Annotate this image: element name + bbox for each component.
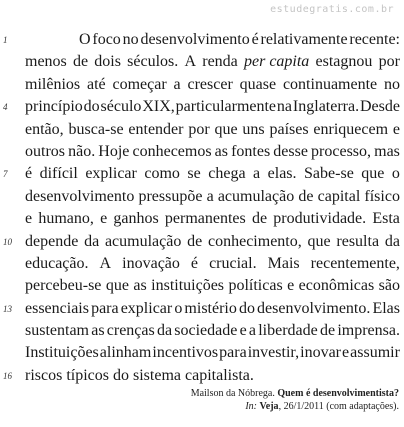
word: Sabe-se bbox=[304, 165, 354, 183]
word: é bbox=[25, 165, 33, 183]
word: da bbox=[384, 232, 400, 250]
word: capitalista. bbox=[185, 366, 254, 384]
word: econômicas bbox=[298, 277, 375, 295]
text-line bbox=[3, 298, 400, 320]
word: políticas bbox=[228, 277, 283, 295]
text-line bbox=[25, 119, 400, 141]
word: inovação bbox=[122, 254, 180, 272]
word: e bbox=[25, 210, 33, 228]
word: Inglaterra. bbox=[292, 98, 360, 116]
word: essenciais bbox=[25, 299, 89, 317]
word: pressupõe bbox=[138, 187, 203, 205]
word: do bbox=[238, 299, 255, 317]
word: menos bbox=[25, 53, 67, 71]
word: Hoje bbox=[98, 142, 130, 160]
word: são bbox=[378, 277, 400, 295]
word: de bbox=[187, 232, 203, 250]
word: crescer bbox=[187, 75, 233, 93]
word: mistério bbox=[184, 299, 237, 317]
word: percebeu-se bbox=[25, 277, 102, 295]
word: Instituições bbox=[25, 344, 99, 362]
word: conhecimento, bbox=[208, 232, 302, 250]
word: que bbox=[214, 120, 238, 138]
word: explicar bbox=[85, 165, 137, 183]
source-publication-line bbox=[191, 400, 399, 413]
word: mas bbox=[374, 142, 400, 160]
word: produtividade. bbox=[273, 210, 367, 228]
source-in-label: In: bbox=[245, 401, 257, 412]
word: de bbox=[319, 322, 336, 340]
text-line bbox=[25, 275, 400, 297]
line-number: 4 bbox=[3, 102, 8, 113]
word: não. bbox=[68, 142, 96, 160]
word: depende bbox=[25, 232, 79, 250]
word: sustentam bbox=[25, 322, 89, 340]
word: no bbox=[122, 31, 139, 48]
word: processo, bbox=[311, 142, 372, 160]
word: incentivos bbox=[152, 344, 219, 362]
word: capital bbox=[317, 187, 361, 205]
word: particularmente bbox=[175, 98, 277, 116]
word: da bbox=[156, 322, 173, 340]
word: por bbox=[188, 120, 210, 138]
word: países bbox=[269, 120, 309, 138]
word: educação. bbox=[25, 254, 89, 272]
word: milênios bbox=[25, 75, 81, 93]
text-line bbox=[3, 163, 400, 185]
word: Elas bbox=[372, 299, 400, 317]
word: então, bbox=[25, 120, 64, 138]
word: a bbox=[253, 165, 261, 183]
word: as bbox=[214, 142, 228, 160]
word: foco bbox=[92, 31, 121, 48]
word: séculos. bbox=[127, 53, 179, 71]
word: na bbox=[276, 98, 293, 116]
text-line bbox=[3, 231, 400, 253]
word: é bbox=[190, 254, 199, 272]
word: é bbox=[251, 31, 259, 48]
word: O bbox=[79, 31, 91, 48]
word: per capita bbox=[243, 53, 310, 71]
word: instituições bbox=[151, 277, 225, 295]
word: que bbox=[105, 277, 129, 295]
text-line bbox=[25, 342, 400, 364]
word: inovar bbox=[300, 344, 341, 362]
word: enriquecem bbox=[313, 120, 389, 138]
source-title: Quem é desenvolvimentista? bbox=[277, 388, 399, 399]
word: até bbox=[86, 75, 106, 93]
line-number: 13 bbox=[3, 303, 12, 314]
word: da bbox=[84, 232, 100, 250]
word: e bbox=[392, 120, 400, 138]
line-number: 16 bbox=[3, 370, 12, 381]
word: desse bbox=[273, 142, 308, 160]
word: continuamente bbox=[282, 75, 378, 93]
word: outros bbox=[25, 142, 65, 160]
word: uns bbox=[242, 120, 265, 138]
word: liberdade bbox=[258, 322, 318, 340]
word: assumir bbox=[350, 344, 400, 362]
word: típicos bbox=[66, 366, 109, 384]
word: que bbox=[307, 232, 331, 250]
text-line bbox=[3, 96, 400, 118]
source-magazine: Veja bbox=[259, 401, 279, 412]
word: crenças bbox=[106, 322, 155, 340]
source-citation bbox=[191, 387, 399, 413]
word: século bbox=[100, 98, 142, 116]
word: sociedade bbox=[174, 322, 238, 340]
text-line bbox=[25, 141, 400, 163]
word: desenvolvimento bbox=[140, 31, 250, 48]
text-line bbox=[3, 365, 400, 387]
word: as bbox=[133, 277, 147, 295]
word: o bbox=[391, 165, 400, 183]
word: as bbox=[91, 322, 105, 340]
word: riscos bbox=[25, 366, 63, 384]
word: de bbox=[298, 187, 314, 205]
word: relativamente bbox=[260, 31, 348, 48]
word: a bbox=[248, 322, 257, 340]
source-details: , 26/1/2011 (com adaptações). bbox=[278, 401, 399, 412]
word: o bbox=[174, 299, 183, 317]
word: sistema bbox=[133, 366, 181, 384]
text-line bbox=[25, 208, 400, 230]
line-number: 10 bbox=[3, 236, 12, 247]
word: e bbox=[342, 344, 350, 362]
word: acumulação bbox=[104, 232, 182, 250]
word: ganhos bbox=[113, 210, 159, 228]
word: chega bbox=[208, 165, 246, 183]
line-number: 1 bbox=[3, 35, 8, 45]
word: busca-se bbox=[68, 120, 124, 138]
word: alinham bbox=[99, 344, 152, 362]
word: que bbox=[361, 165, 385, 183]
word: A bbox=[184, 53, 197, 71]
word: Mais bbox=[267, 254, 300, 272]
word: difícil bbox=[39, 165, 78, 183]
text-line bbox=[25, 186, 400, 208]
word: e bbox=[287, 277, 295, 295]
word: desenvolvimento bbox=[25, 187, 135, 205]
word: entender bbox=[128, 120, 184, 138]
word: explicar bbox=[120, 299, 173, 317]
word: Desde bbox=[360, 98, 400, 116]
source-author-line bbox=[191, 387, 399, 400]
word: princípio bbox=[25, 98, 83, 116]
word: elas. bbox=[267, 165, 297, 183]
word: recente: bbox=[349, 31, 400, 48]
word: recentemente, bbox=[310, 254, 400, 272]
word: renda bbox=[202, 53, 238, 71]
word: imprensa. bbox=[337, 322, 400, 340]
word: permanentes bbox=[164, 210, 246, 228]
word: fontes bbox=[231, 142, 271, 160]
word: XIX, bbox=[142, 98, 175, 116]
word: por bbox=[378, 53, 400, 71]
word: dois bbox=[94, 53, 121, 71]
word: e bbox=[239, 322, 247, 340]
word: e bbox=[100, 210, 108, 228]
word: quase bbox=[239, 75, 277, 93]
line-number: 7 bbox=[3, 169, 8, 180]
word: físico bbox=[364, 187, 400, 205]
word: de bbox=[251, 210, 268, 228]
word: no bbox=[384, 75, 400, 93]
word: conhecemos bbox=[132, 142, 212, 160]
word: para bbox=[219, 344, 247, 362]
passage-text bbox=[3, 29, 400, 387]
word: para bbox=[91, 299, 119, 317]
word: a bbox=[173, 75, 181, 93]
text-line bbox=[25, 320, 400, 342]
word: de bbox=[72, 53, 89, 71]
word: Esta bbox=[372, 210, 400, 228]
word: acumulação bbox=[217, 187, 295, 205]
word: resulta bbox=[336, 232, 380, 250]
word: estagnou bbox=[315, 53, 373, 71]
source-author: Mailson da Nóbrega. bbox=[190, 388, 275, 399]
word: do bbox=[83, 98, 100, 116]
word: desenvolvimento. bbox=[257, 299, 371, 317]
watermark: estudegratis.com.br bbox=[270, 4, 394, 15]
word: a bbox=[206, 187, 214, 205]
text-line bbox=[25, 253, 400, 275]
word: se bbox=[187, 165, 201, 183]
word: humano, bbox=[38, 210, 94, 228]
text-line bbox=[25, 74, 400, 96]
word: crucial. bbox=[209, 254, 257, 272]
text-line bbox=[25, 51, 400, 73]
word: do bbox=[113, 366, 129, 384]
text-line bbox=[3, 29, 400, 51]
word: A bbox=[99, 254, 112, 272]
word: como bbox=[144, 165, 180, 183]
word: começar bbox=[112, 75, 167, 93]
word: investir, bbox=[247, 344, 300, 362]
